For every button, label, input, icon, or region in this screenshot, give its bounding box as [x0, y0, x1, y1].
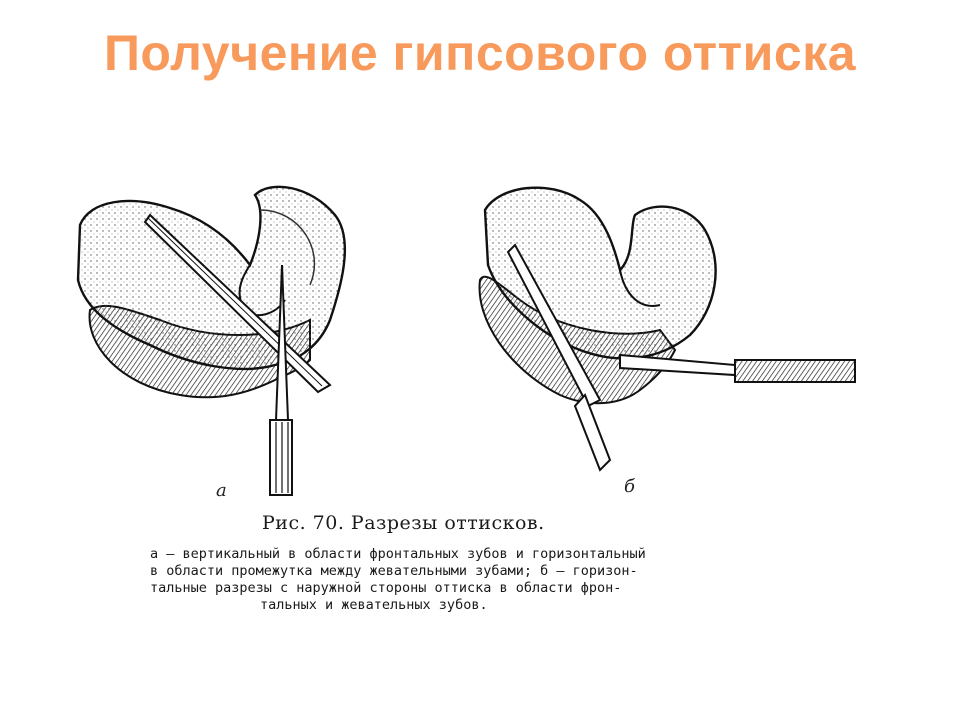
caption-line: тальных и жевательных зубов. [260, 597, 488, 613]
slide-title: Получение гипсового оттиска [103, 25, 857, 81]
impression-drawing-b [480, 188, 855, 470]
caption-line: в области промежутка между жевательными зубами; б — горизон- [150, 563, 638, 579]
figure-caption-title: Рис. 70. Разрезы оттисков. [262, 512, 545, 534]
figure-label-a: а [216, 480, 227, 501]
figure-label-b: б [624, 476, 635, 497]
caption-line: тальные разрезы с наружной стороны оттиска в области фрон- [150, 580, 622, 596]
impression-drawing-a [78, 187, 345, 495]
figure-caption-body [150, 546, 810, 614]
caption-line: а — вертикальный в области фронтальных зубов и горизонтальный [150, 546, 646, 562]
figure-illustration [60, 170, 900, 510]
